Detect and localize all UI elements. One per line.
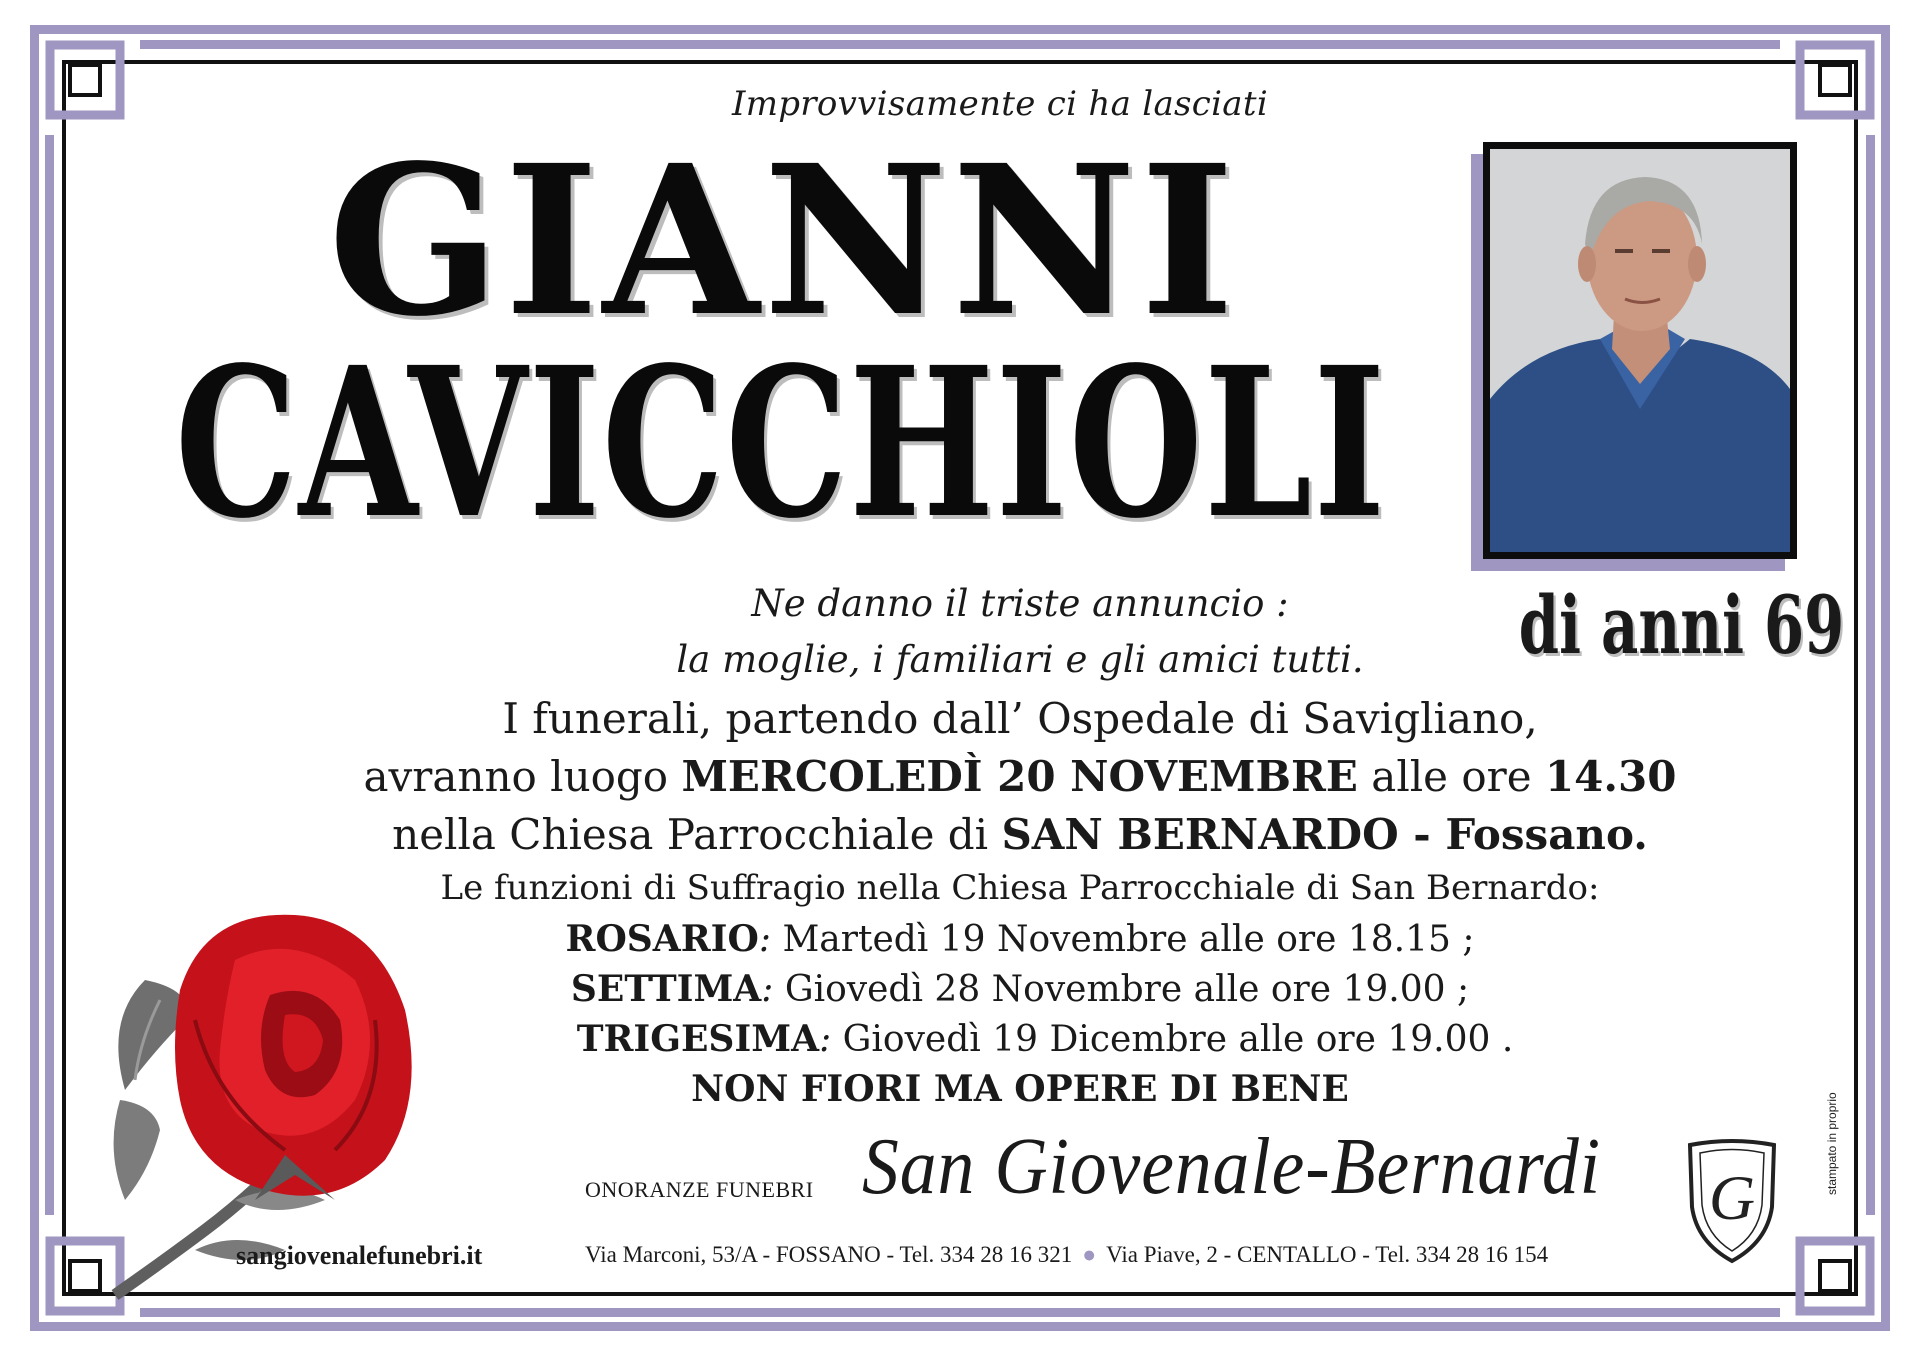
funeral-line-2 — [180, 752, 1860, 801]
frame-band-top — [30, 25, 1890, 34]
separator-dot: ● — [1082, 1242, 1097, 1267]
funeral-home-addresses — [585, 1242, 1548, 1268]
logo-letter: G — [1708, 1162, 1756, 1233]
funeral-home-label: ONORANZE FUNEBRI — [585, 1177, 814, 1202]
service-text: Giovedì 28 Novembre alle ore 19.00 ; — [773, 969, 1470, 1010]
address-2-street: Via Piave, 2 - — [1106, 1242, 1238, 1267]
funeral-place: SAN BERNARDO - Fossano. — [1001, 810, 1648, 859]
address-1-city: FOSSANO — [775, 1242, 881, 1267]
suffragio-heading: Le funzioni di Suffragio nella Chiesa Parrocchiale di San Bernardo: — [440, 868, 1600, 908]
last-name: CAVICCHIOLI — [175, 322, 1387, 564]
funeral-line-1: I funerali, partendo dall’ Ospedale di Savigliano, — [502, 694, 1538, 743]
portrait-image — [1490, 149, 1790, 552]
announce-line-2: la moglie, i familiari e gli amici tutti. — [676, 638, 1364, 681]
address-2-city: CENTALLO — [1237, 1242, 1357, 1267]
service-name: ROSARIO — [565, 918, 759, 960]
printed-note: stampato in proprio — [1825, 1092, 1839, 1195]
funeral-date: MERCOLEDÌ 20 NOVEMBRE — [681, 752, 1358, 801]
funeral-line-3 — [180, 810, 1860, 859]
service-text: Giovedì 19 Dicembre alle ore 19.00 . — [831, 1019, 1514, 1060]
service-sep: : — [819, 1019, 832, 1060]
frame-line-left — [62, 60, 66, 1296]
service-sep: : — [758, 919, 771, 960]
service-name: SETTIMA — [570, 968, 762, 1010]
frame-band-left — [30, 25, 39, 1331]
age-label: di anni 69 — [1518, 578, 1845, 672]
frame-band-bottom — [30, 1322, 1890, 1331]
service-name: TRIGESIMA — [576, 1018, 820, 1060]
address-1-street: Via Marconi, 53/A - — [585, 1242, 776, 1267]
service-sep: : — [761, 969, 774, 1010]
service-text: Martedì 19 Novembre alle ore 18.15 ; — [771, 919, 1475, 960]
funeral-line-2-pre: avranno luogo — [363, 752, 682, 801]
address-2-phone: - Tel. 334 28 16 154 — [1356, 1242, 1549, 1267]
portrait-photo — [1483, 142, 1797, 559]
service-trigesima — [205, 1018, 1885, 1060]
address-1-phone: - Tel. 334 28 16 321 — [880, 1242, 1073, 1267]
announce-line-1: Ne danno il triste annuncio : — [751, 582, 1289, 625]
rose-illustration — [85, 900, 445, 1300]
funeral-line-2-mid: alle ore — [1357, 752, 1545, 801]
frame-band-right — [1881, 25, 1890, 1331]
no-flowers-notice: NON FIORI MA OPERE DI BENE — [691, 1068, 1349, 1110]
first-name: GIANNI — [328, 120, 1239, 362]
frame-inner-band-left — [45, 135, 54, 1215]
funeral-time: 14.30 — [1544, 752, 1677, 801]
funeral-home-name: San Giovenale-Bernardi — [862, 1123, 1602, 1211]
funeral-home-shield-logo — [1682, 1137, 1782, 1265]
website-link[interactable]: sangiovenalefunebri.it — [236, 1241, 483, 1270]
funeral-line-3-pre: nella Chiesa Parrocchiale di — [392, 810, 1002, 859]
frame-line-top — [62, 60, 1858, 64]
intro-text: Improvvisamente ci ha lasciati — [731, 84, 1269, 124]
frame-inner-band-bottom — [140, 1308, 1780, 1317]
frame-inner-band-top — [140, 40, 1780, 49]
